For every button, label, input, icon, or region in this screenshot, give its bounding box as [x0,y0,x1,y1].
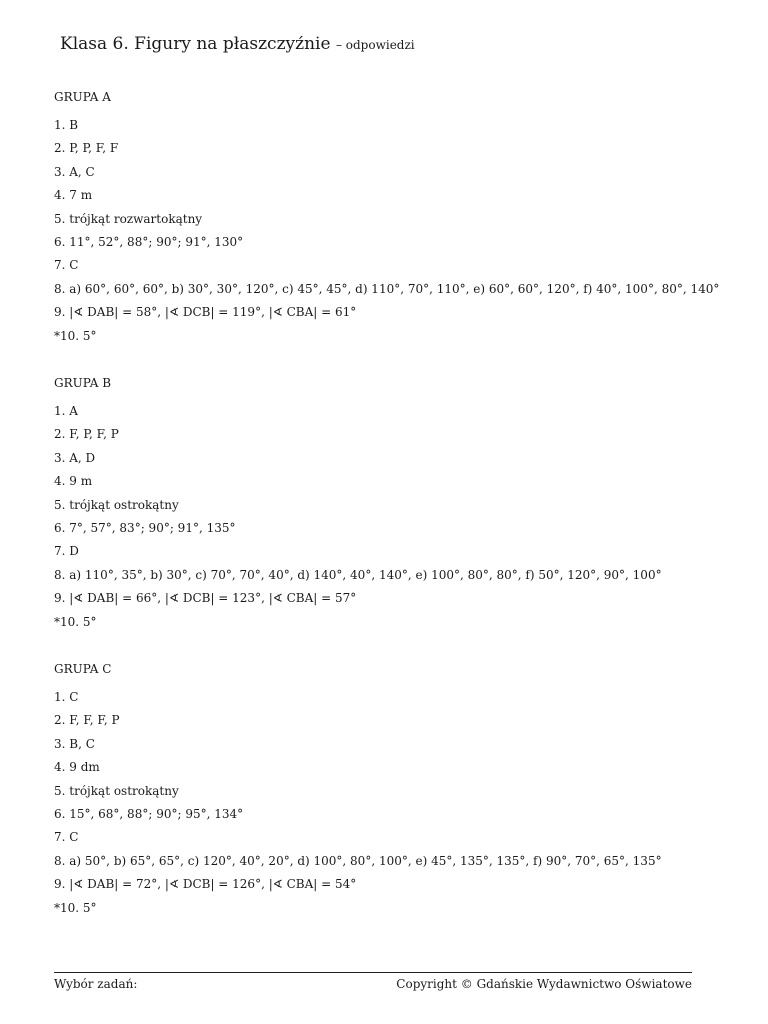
footer-copyright: Copyright © Gdańskie Wydawnictwo Oświatowe [396,977,692,991]
group-b-answer-2: 2. F, P, F, P [54,427,119,442]
group-b-answer-3: 3. A, D [54,450,96,465]
footer-selection-label: Wybór zadań: [54,977,138,991]
group-a-answer-1: 1. B [54,118,79,132]
group-b-answer-8: 8. a) 110°, 35°, b) 30°, c) 70°, 70°, 40°, d) 140°, 40°, 140°, e) 100°, 80°, 80°, f) 50°, 120°, 90°, 100° [54,567,662,582]
group-a-answer-2: 2. P, P, F, F [54,141,119,156]
page-title [60,34,415,54]
group-a [54,89,744,351]
group-c-header: GRUPA C [54,662,112,676]
group-c-answer-7: 7. C [54,830,79,845]
group-a-answer-9: 9. |∢ DAB| = 58°, |∢ DCB| = 119°, |∢ CBA| = 61° [54,305,357,320]
group-c-answer-9: 9. |∢ DAB| = 72°, |∢ DCB| = 126°, |∢ CBA| = 54° [54,877,357,892]
group-c-answer-10: *10. 5° [54,900,97,915]
title-text: Klasa 6. Figury na płaszczyźnie [60,34,331,54]
group-a-answer-8: 8. a) 60°, 60°, 60°, b) 30°, 30°, 120°, c) 45°, 45°, d) 110°, 70°, 110°, e) 60°, 60°, 120°, f) 40°, 100°, 80°, 140° [54,281,720,296]
group-a-answer-4: 4. 7 m [54,188,93,203]
group-c-answer-5: 5. trójkąt ostrokątny [54,783,179,798]
group-b-answer-10: *10. 5° [54,614,97,629]
group-c-answer-4: 4. 9 dm [54,760,100,775]
group-c-answer-6: 6. 15°, 68°, 88°; 90°; 95°, 134° [54,806,244,821]
group-c-answer-8: 8. a) 50°, b) 65°, 65°, c) 120°, 40°, 20°, d) 100°, 80°, 100°, e) 45°, 135°, 135°, f) 90°, 70°, 65°, 135° [54,853,662,868]
group-a-answer-7: 7. C [54,258,79,273]
group-c-answer-3: 3. B, C [54,736,95,751]
group-b-header: GRUPA B [54,376,112,390]
group-b [54,375,744,637]
title-subtitle: – odpowiedzi [335,38,415,52]
footer-divider [54,972,692,973]
group-a-header: GRUPA A [54,90,111,104]
group-b-answer-7: 7. D [54,544,79,559]
group-b-answer-1: 1. A [54,404,78,418]
group-b-answer-5: 5. trójkąt ostrokątny [54,497,179,512]
group-a-answer-6: 6. 11°, 52°, 88°; 90°; 91°, 130° [54,234,244,249]
group-c [54,661,744,923]
group-c-answer-1: 1. C [54,690,79,704]
group-a-answer-10: *10. 5° [54,328,97,343]
group-b-answer-4: 4. 9 m [54,474,93,489]
group-b-answer-6: 6. 7°, 57°, 83°; 90°; 91°, 135° [54,520,236,535]
group-a-answer-3: 3. A, C [54,164,95,179]
group-c-answer-2: 2. F, F, F, P [54,713,120,728]
group-b-answer-9: 9. |∢ DAB| = 66°, |∢ DCB| = 123°, |∢ CBA| = 57° [54,591,357,606]
group-a-answer-5: 5. trójkąt rozwartokątny [54,211,203,226]
